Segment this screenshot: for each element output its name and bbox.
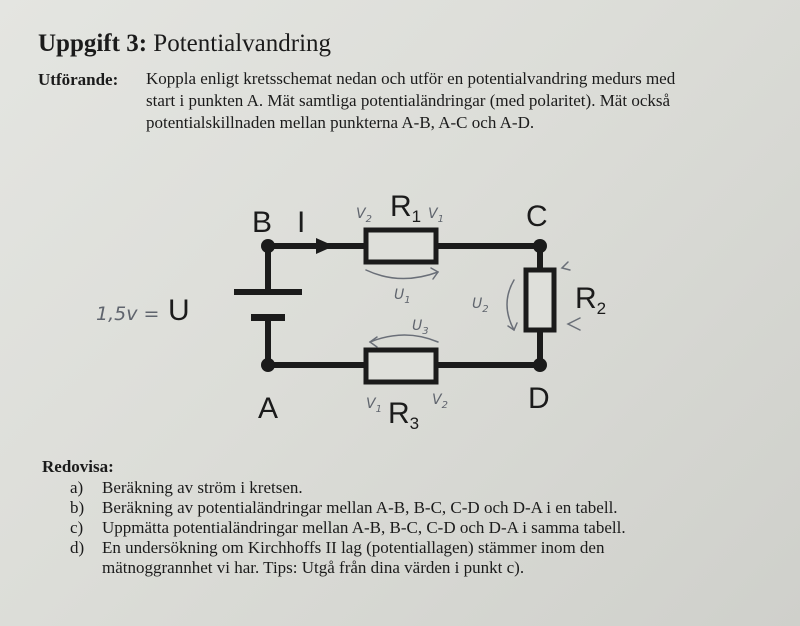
node-b-dot [261, 239, 275, 253]
r1-label: $R_1$ [390, 190, 422, 226]
handwritten-u3: $U_3$ [412, 318, 429, 337]
handwritten-r1-v1: $V_1$ [428, 206, 444, 225]
handwritten-r3-v1: $V_1$ [366, 396, 382, 415]
utforande-line-2: start i punkten A. Mät samtliga potentialändringar (med polaritet). Mät också [146, 91, 671, 110]
r2-label: $R_2$ [575, 282, 607, 318]
node-d-label: D [528, 382, 550, 415]
list-text: Beräkning av ström i kretsen. [102, 478, 303, 497]
task-title: Potentialvandring [153, 30, 332, 57]
list-letter: c) [70, 518, 84, 537]
redovisa-heading: Redovisa: [42, 457, 114, 476]
source-u-label: U [168, 294, 190, 327]
list-item [70, 498, 626, 518]
node-c-label: C [526, 200, 548, 233]
handwritten-voltage: 1,5v = [96, 303, 160, 325]
r2-bottom-mark [568, 318, 580, 330]
resistor-r3 [366, 350, 436, 382]
list-text: Beräkning av potentialändringar mellan A-B, B-C, C-D och D-A i en tabell. [102, 498, 618, 517]
task-label: Uppgift 3: [38, 30, 148, 57]
utforande-line-3: potentialskillnaden mellan punkterna A-B, A-C och A-D. [146, 113, 535, 132]
resistor-r2 [526, 270, 554, 330]
list-text: Uppmätta potentialändringar mellan A-B, B-C, C-D och D-A i samma tabell. [102, 518, 626, 537]
handwritten-r1-v2: $V_2$ [356, 206, 372, 225]
u3-arc-arrow-icon [370, 337, 377, 347]
node-d-dot [533, 358, 547, 372]
list-text: En undersökning om Kirchhoffs II lag (potentiallagen) stämmer inom den [102, 538, 605, 557]
list-letter: a) [70, 478, 84, 497]
list-item [70, 478, 626, 498]
node-c-dot [533, 239, 547, 253]
battery-long-plate [234, 289, 302, 295]
handwritten-u1: $U_1$ [394, 287, 411, 306]
resistor-r1 [366, 230, 436, 262]
list-item [70, 538, 626, 558]
u1-arc [366, 270, 438, 279]
list-letter: d) [70, 538, 85, 557]
node-a-label: A [258, 392, 279, 425]
node-b-label: B [252, 206, 273, 239]
list-letter: b) [70, 498, 85, 517]
utforande-label: Utförande: [38, 70, 119, 89]
current-label: I [297, 206, 306, 239]
list-item [70, 518, 626, 538]
redovisa-list [70, 478, 626, 578]
u2-arc [507, 280, 514, 330]
r3-label: $R_3$ [388, 397, 420, 433]
utforande-line-1: Koppla enligt kretsschemat nedan och utför en potentialvandring medurs med [146, 69, 676, 88]
handwritten-u2: $U_2$ [472, 296, 489, 315]
node-a-dot [261, 358, 275, 372]
current-arrow-icon [316, 238, 334, 254]
handwritten-r3-v2: $V_2$ [432, 392, 448, 411]
list-item-continuation: mätnoggrannhet vi har. Tips: Utgå från dina värden i punkt c). [102, 558, 525, 577]
r2-top-mark [562, 262, 570, 270]
battery-short-plate [251, 314, 285, 321]
